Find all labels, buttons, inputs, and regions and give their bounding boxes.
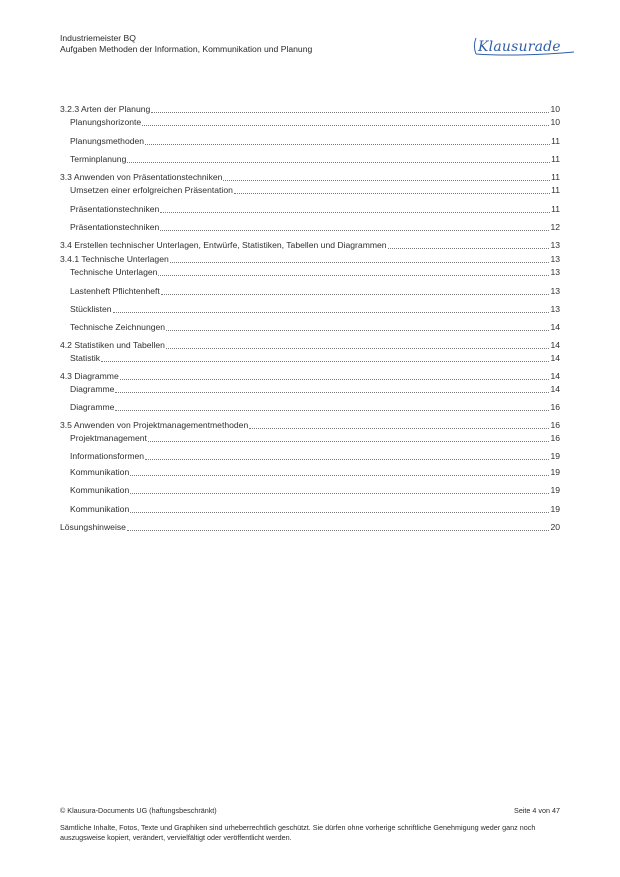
toc-entry-page: 20 [550,522,560,532]
toc-entry-page: 10 [550,104,560,114]
toc-entry-title: Technische Unterlagen [70,267,158,277]
toc-entry-title: Lastenheft Pflichtenheft [70,286,160,296]
toc-entry-title: Projektmanagement [70,433,147,443]
toc-dot-leader [161,293,550,295]
toc-entry-page: 16 [550,402,560,412]
toc-dot-leader [127,529,550,531]
toc-entry-title: 3.2.3 Arten der Planung [60,104,151,114]
toc-dot-leader [166,347,549,349]
toc-entry[interactable] [60,521,560,533]
toc-entry-page: 11 [551,172,560,182]
toc-entry-page: 11 [551,136,560,146]
footer-copyright-notice: Sämtliche Inhalte, Fotos, Texte und Graphiken sind urheberrechtlich geschützt. Sie dürfen ohne vorherige schriftliche Genehmigung weder ganz noch auszugsweise kopiert, verändert, vervielfältigt oder veröffentlicht werden. [60,823,536,842]
toc-entry[interactable] [60,466,560,478]
toc-entry[interactable] [60,221,560,233]
toc-entry-page: 19 [550,504,560,514]
toc-entry-page: 13 [550,240,560,250]
toc-entry-page: 14 [550,384,560,394]
toc-dot-leader [148,440,550,442]
toc-dot-leader [223,179,550,181]
toc-dot-leader [160,229,549,231]
toc-entry-title: 4.3 Diagramme [60,371,119,381]
toc-entry[interactable] [60,103,560,115]
toc-entry-title: Kommunikation [70,485,130,495]
toc-entry[interactable] [60,503,560,515]
toc-entry-page: 13 [550,286,560,296]
toc-entry-title: Lösungshinweise [60,522,126,532]
toc-entry[interactable] [60,116,560,128]
toc-entry-title: Planungshorizonte [70,117,142,127]
toc-entry[interactable] [60,135,560,147]
toc-entry-title: Diagramme [70,402,115,412]
toc-dot-leader [166,329,549,331]
toc-entry-page: 19 [550,485,560,495]
toc-entry[interactable] [60,266,560,278]
toc-entry-title: 4.2 Statistiken und Tabellen [60,340,165,350]
toc-entry-title: 3.4 Erstellen technischer Unterlagen, Entwürfe, Statistiken, Tabellen und Diagrammen [60,240,387,250]
toc-dot-leader [151,111,549,113]
toc-entry-page: 14 [550,353,560,363]
toc-entry[interactable] [60,484,560,496]
toc-entry-page: 19 [550,467,560,477]
toc-dot-leader [142,124,549,126]
toc-entry[interactable] [60,432,560,444]
toc-entry-page: 14 [550,371,560,381]
toc-entry-page: 11 [551,154,560,164]
toc-dot-leader [170,261,550,263]
toc-entry[interactable] [60,285,560,297]
toc-entry-title: 3.3 Anwenden von Präsentationstechniken [60,172,223,182]
toc-dot-leader [130,511,549,513]
toc-entry-page: 16 [550,420,560,430]
toc-entry[interactable] [60,370,560,382]
toc-dot-leader [113,311,550,313]
toc-entry[interactable] [60,153,560,165]
toc-entry-title: Informationsformen [70,451,145,461]
toc-dot-leader [145,143,550,145]
toc-entry[interactable] [60,450,560,462]
toc-entry-page: 14 [550,322,560,332]
toc-entry-page: 11 [551,185,560,195]
toc-dot-leader [160,211,550,213]
toc-dot-leader [115,409,549,411]
toc-entry-title: Terminplanung [70,154,127,164]
toc-entry[interactable] [60,239,560,251]
toc-entry-title: 3.4.1 Technische Unterlagen [60,254,169,264]
header-subject-title: Aufgaben Methoden der Information, Kommunikation und Planung [60,44,313,54]
toc-entry-title: Stücklisten [70,304,112,314]
toc-entry[interactable] [60,383,560,395]
toc-entry[interactable] [60,184,560,196]
toc-entry[interactable] [60,171,560,183]
toc-dot-leader [130,474,549,476]
footer-page-number: Seite 4 von 47 [514,806,560,815]
klausurade-logo [472,35,576,57]
toc-dot-leader [249,427,549,429]
toc-entry-page: 13 [550,254,560,264]
toc-entry[interactable] [60,339,560,351]
toc-entry[interactable] [60,303,560,315]
toc-dot-leader [145,458,549,460]
toc-entry[interactable] [60,253,560,265]
page-footer [60,806,560,842]
toc-entry-title: Kommunikation [70,467,130,477]
toc-entry-page: 19 [550,451,560,461]
toc-entry-title: Präsentationstechniken [70,222,160,232]
toc-entry-page: 13 [550,304,560,314]
toc-entry-title: Kommunikation [70,504,130,514]
toc-entry-page: 13 [550,267,560,277]
toc-dot-leader [234,192,550,194]
toc-entry-title: Planungsmethoden [70,136,145,146]
toc-dot-leader [158,274,549,276]
toc-entry[interactable] [60,321,560,333]
toc-dot-leader [127,161,550,163]
header-course-title: Industriemeister BQ [60,33,136,43]
toc-entry[interactable] [60,401,560,413]
toc-entry-title: Diagramme [70,384,115,394]
toc-dot-leader [120,378,550,380]
toc-entry-title: Statistik [70,353,101,363]
toc-entry-page: 16 [550,433,560,443]
toc-dot-leader [101,360,549,362]
toc-entry-title: Umsetzen einer erfolgreichen Präsentation [70,185,233,195]
toc-entry[interactable] [60,352,560,364]
footer-copyright: © Klausura-Documents UG (haftungsbeschränkt) [60,806,217,815]
toc-entry[interactable] [60,203,560,215]
toc-entry-title: Technische Zeichnungen [70,322,166,332]
toc-entry-title: Präsentationstechniken [70,204,160,214]
toc-entry[interactable] [60,419,560,431]
logo-wordmark: Klausurade [478,39,561,55]
toc-dot-leader [130,492,549,494]
toc-dot-leader [388,247,550,249]
toc-entry-page: 11 [551,204,560,214]
toc-entry-page: 10 [550,117,560,127]
toc-dot-leader [115,391,549,393]
toc-entry-page: 12 [550,222,560,232]
toc-entry-title: 3.5 Anwenden von Projektmanagementmethoden [60,420,249,430]
toc-entry-page: 14 [550,340,560,350]
